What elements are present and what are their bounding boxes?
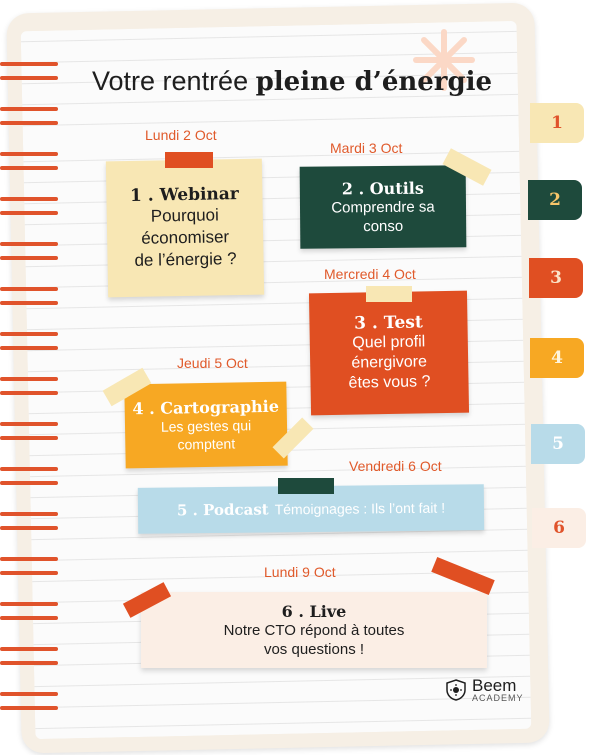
event-6-line: vos questions ! — [263, 640, 365, 658]
event-5-date: Vendredi 6 Oct — [349, 458, 442, 474]
event-1-line: économiser — [141, 227, 230, 248]
ring-icon — [0, 647, 58, 651]
title-bold: pleine d’énergie — [255, 67, 493, 97]
ring-icon — [0, 377, 58, 381]
event-1-line: Pourquoi — [150, 205, 219, 226]
event-3-line: énergivore — [351, 353, 428, 372]
event-5-line: Témoignages : Ils l’ont fait ! — [274, 499, 446, 518]
ring-icon — [0, 197, 58, 201]
event-card-webinar[interactable] — [106, 159, 264, 298]
tab-4[interactable]: 4 — [530, 338, 584, 378]
event-card-cartographie[interactable] — [124, 382, 287, 469]
event-3-line: êtes vous ? — [348, 373, 431, 392]
title-regular: Votre rentrée — [92, 66, 256, 96]
event-2-line: conso — [363, 217, 404, 235]
event-3-date: Mercredi 4 Oct — [324, 266, 416, 282]
tab-6[interactable]: 6 — [532, 508, 586, 548]
event-4-line: Les gestes qui — [160, 416, 252, 435]
event-4-line: comptent — [177, 434, 236, 452]
ring-icon — [0, 62, 58, 66]
tab-2[interactable]: 2 — [528, 180, 582, 220]
tape-cream — [366, 286, 412, 302]
event-card-outils[interactable] — [300, 165, 467, 248]
event-6-date: Lundi 9 Oct — [264, 564, 336, 580]
ring-icon — [0, 152, 58, 156]
event-2-date: Mardi 3 Oct — [330, 140, 403, 156]
event-1-title: 1 . Webinar — [129, 184, 239, 206]
ring-icon — [0, 287, 58, 291]
ring-icon — [0, 346, 58, 350]
ring-icon — [0, 242, 58, 246]
tab-5[interactable]: 5 — [531, 424, 585, 464]
ring-icon — [0, 571, 58, 575]
event-1-date: Lundi 2 Oct — [145, 127, 217, 143]
ring-icon — [0, 557, 58, 561]
tape-orange — [165, 152, 213, 168]
tab-1[interactable]: 1 — [530, 103, 584, 143]
event-6-line: Notre CTO répond à toutes — [223, 621, 405, 639]
ring-icon — [0, 107, 58, 111]
event-2-line: Comprendre sa — [331, 198, 435, 216]
event-1-line: de l’énergie ? — [134, 249, 237, 270]
beem-shield-icon — [446, 679, 466, 701]
tab-3[interactable]: 3 — [529, 258, 583, 298]
event-3-line: Quel profil — [352, 333, 426, 352]
ring-icon — [0, 121, 58, 125]
ring-icon — [0, 256, 58, 260]
ring-icon — [0, 467, 58, 471]
brand-name: Beem — [472, 676, 517, 695]
ring-icon — [0, 391, 58, 395]
ring-icon — [0, 616, 58, 620]
ring-icon — [0, 436, 58, 440]
beem-academy-logo — [446, 677, 524, 703]
ring-icon — [0, 692, 58, 696]
page-title — [92, 66, 492, 97]
ring-icon — [0, 512, 58, 516]
ring-icon — [0, 661, 58, 665]
ring-icon — [0, 166, 58, 170]
event-6-title: 6 . Live — [281, 601, 347, 621]
ring-icon — [0, 301, 58, 305]
event-card-live[interactable] — [141, 592, 487, 668]
ring-icon — [0, 481, 58, 485]
ring-icon — [0, 422, 58, 426]
ring-icon — [0, 211, 58, 215]
event-4-date: Jeudi 5 Oct — [177, 355, 248, 371]
event-5-title: 5 . Podcast — [176, 500, 269, 520]
ring-icon — [0, 706, 58, 710]
event-3-title: 3 . Test — [354, 312, 423, 334]
event-card-test[interactable] — [309, 291, 469, 416]
tape-green — [278, 478, 334, 494]
ring-icon — [0, 332, 58, 336]
event-2-title: 2 . Outils — [341, 178, 424, 198]
ring-icon — [0, 602, 58, 606]
ring-icon — [0, 526, 58, 530]
event-4-title: 4 . Cartographie — [132, 396, 280, 418]
ring-icon — [0, 76, 58, 80]
brand-sub: ACADEMY — [472, 693, 524, 703]
